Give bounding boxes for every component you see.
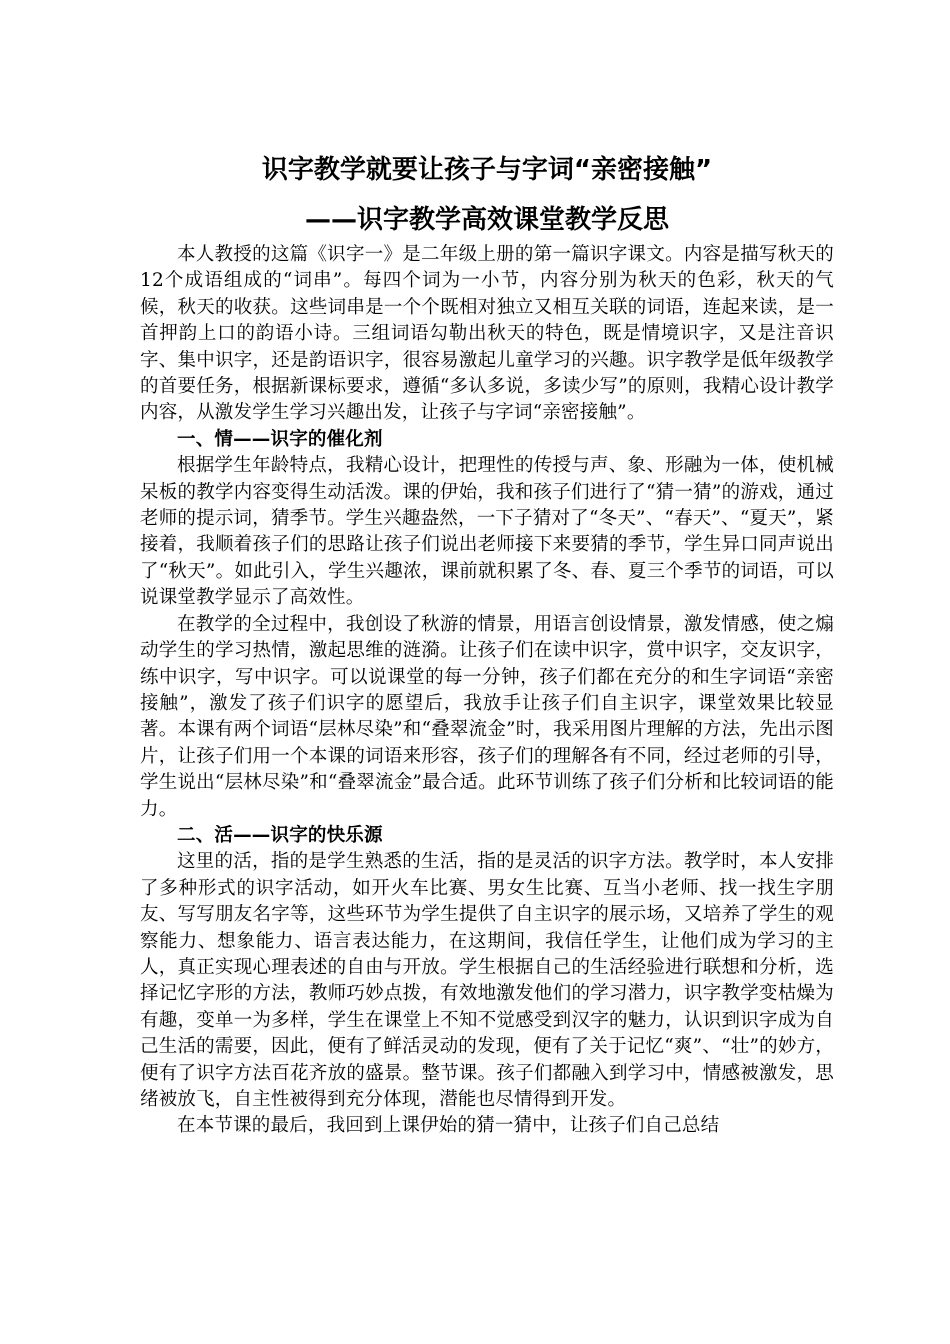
document-body xyxy=(140,150,834,1140)
closing-paragraph-start: 在本节课的最后，我回到上课伊始的猜一猜中，让孩子们自己总结 xyxy=(177,1115,720,1137)
section-heading-2: 二、活——识字的快乐源 xyxy=(177,824,383,846)
section-heading-1: 一、情——识字的催化剂 xyxy=(177,428,383,450)
section-1-paragraph-2: 在教学的全过程中，我创设了秋游的情景，用语言创设情景，激发情感，使之煽动学生的学习热情，激起思维的涟漪。让孩子们在读中识字，赏中识字，交友识字，练中识字，写中识字。可以说课堂的每一分钟，孩子们都在充分的和生字词语“亲密接触”，激发了孩子们识字的愿望后，我放手让孩子们自主识字，课堂效果比较显著。本课有两个词语“层林尽染”和“叠翠流金”时，我采用图片理解的方法，先出示图片，让孩子们用一个本课的词语来形容，孩子们的理解各有不同，经过老师的引导，学生说出“层林尽染”和“叠翠流金”最合适。此环节训练了孩子们分析和比较词语的能力。 xyxy=(140,613,834,820)
intro-paragraph: 本人教授的这篇《识字一》是二年级上册的第一篇识字课文。内容是描写秋天的12个成语组成的“词串”。每四个词为一小节，内容分别为秋天的色彩，秋天的气候，秋天的收获。这些词串是一个个既相对独立又相互关联的词语，连起来读，是一首押韵上口的韵语小诗。三组词语勾勒出秋天的特色，既是情境识字，又是注音识字、集中识字，还是韵语识字，很容易激起儿童学习的兴趣。识字教学是低年级教学的首要任务，根据新课标要求，遵循“多认多说，多读少写”的原则，我精心设计教学内容，从激发学生学习兴趣出发，让孩子与字词“亲密接触”。 xyxy=(140,244,834,424)
section-2-paragraph-1: 这里的活，指的是学生熟悉的生活，指的是灵活的识字方法。教学时，本人安排了多种形式的识字活动，如开火车比赛、男女生比赛、互当小老师、找一找生字朋友、写写朋友名字等，这些环节为学生提供了自主识字的展示场，又培养了学生的观察能力、想象能力、语言表达能力，在这期间，我信任学生，让他们成为学习的主人，真正实现心理表述的自由与开放。学生根据自己的生活经验进行联想和分析，选择记忆字形的方法，教师巧妙点拨，有效地激发他们的学习潜力，识字教学变枯燥为有趣，变单一为多样，学生在课堂上不知不觉感受到汉字的魅力，认识到识字成为自己生活的需要，因此，便有了鲜活灵动的发现，便有了关于记忆“爽”、“壮”的妙方，便有了识字方法百花齐放的盛景。整节课。孩子们都融入到学习中，情感被激发，思绪被放飞，自主性被得到充分体现，潜能也尽情得到开发。 xyxy=(140,851,834,1110)
document-subtitle: ——识字教学高效课堂教学反思 xyxy=(304,205,669,235)
section-1-paragraph-1: 根据学生年龄特点，我精心设计，把理性的传授与声、象、形融为一体，使机械呆板的教学内容变得生动活泼。课的伊始，我和孩子们进行了“猜一猜”的游戏，通过老师的提示词，猜季节。学生兴趣盎然，一下子猜对了“冬天”、“春天”、“夏天”，紧接着，我顺着孩子们的思路让孩子们说出老师接下来要猜的季节，学生异口同声说出了“秋天”。如此引入，学生兴趣浓，课前就积累了冬、春、夏三个季节的词语，可以说课堂教学显示了高效性。 xyxy=(140,455,834,609)
document-title: 识字教学就要让孩子与字词“亲密接触” xyxy=(261,155,713,185)
